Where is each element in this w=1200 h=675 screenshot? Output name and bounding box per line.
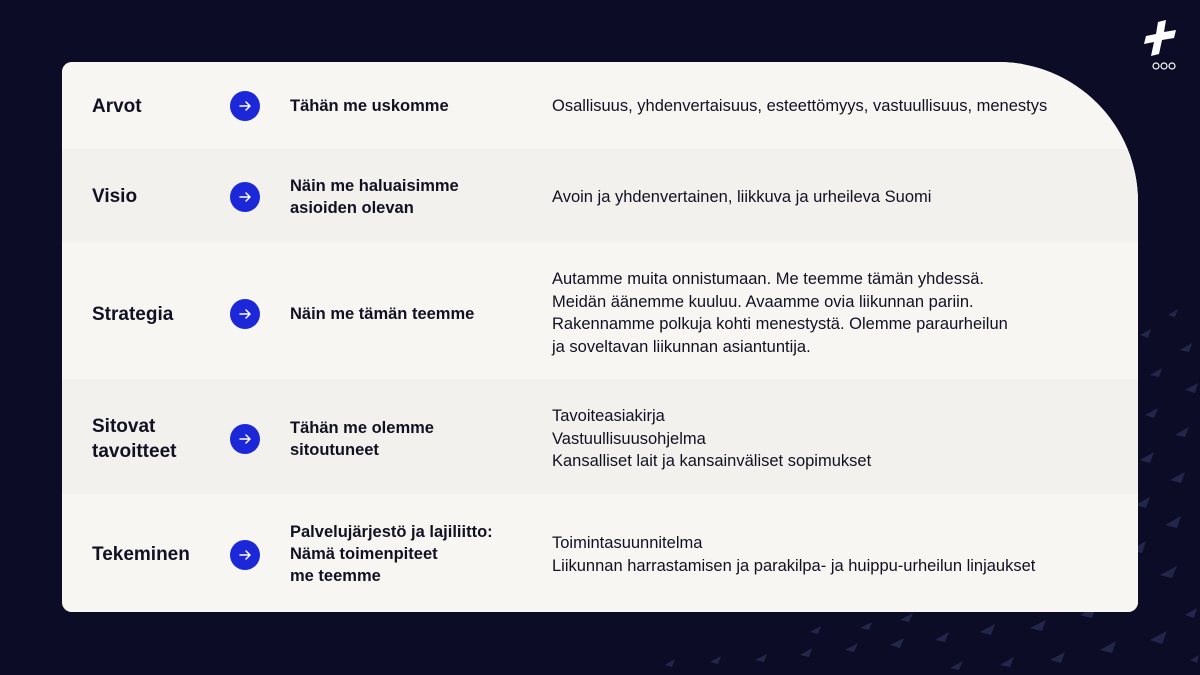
row-label: Tekeminen: [92, 544, 190, 565]
cross-logo-icon: [1144, 18, 1184, 74]
row-content: Tavoiteasiakirja Vastuullisuusohjelma Kansalliset lait ja kansainväliset sopimukset: [552, 407, 872, 470]
values-table-card: [62, 62, 1138, 612]
row-content: Autamme muita onnistumaan. Me teemme tämän yhdessä. Meidän äänemme kuuluu. Avaamme ovia liikunnan pariin. Rakennamme polkuja kohti menestystä. Olemme paraurheilun ja soveltavan liikunnan asiantuntija.: [552, 270, 1008, 356]
table-row-arvot: [62, 62, 1138, 149]
row-content: Avoin ja yhdenvertainen, liikkuva ja urheileva Suomi: [552, 188, 932, 206]
logo: [1144, 18, 1184, 74]
arrow-right-icon: [230, 299, 260, 329]
row-description: Tähän me olemme sitoutuneet: [290, 419, 434, 459]
row-label: Arvot: [92, 96, 142, 117]
table-row-strategia: [62, 242, 1138, 379]
row-description: Tähän me uskomme: [290, 97, 449, 115]
table-row-tekeminen: [62, 494, 1138, 612]
table-row-visio: [62, 149, 1138, 242]
row-description: Näin me tämän teemme: [290, 305, 475, 323]
row-label: Strategia: [92, 304, 174, 325]
arrow-right-icon: [230, 424, 260, 454]
row-label: Visio: [92, 186, 138, 207]
arrow-right-icon: [230, 91, 260, 121]
arrow-right-icon: [230, 182, 260, 212]
row-description: Näin me haluaisimme asioiden olevan: [290, 177, 459, 217]
table-row-sitovat-tavoitteet: [62, 379, 1138, 494]
row-description: Palvelujärjestö ja lajiliitto: Nämä toimenpiteet me teemme: [290, 523, 493, 585]
row-content: Toimintasuunnitelma Liikunnan harrastamisen ja parakilpa- ja huippu-urheilun linjaukset: [552, 534, 1036, 575]
row-content: Osallisuus, yhdenvertaisuus, esteettömyys, vastuullisuus, menestys: [552, 97, 1048, 115]
arrow-right-icon: [230, 540, 260, 570]
row-label: Sitovat tavoitteet: [92, 416, 177, 462]
